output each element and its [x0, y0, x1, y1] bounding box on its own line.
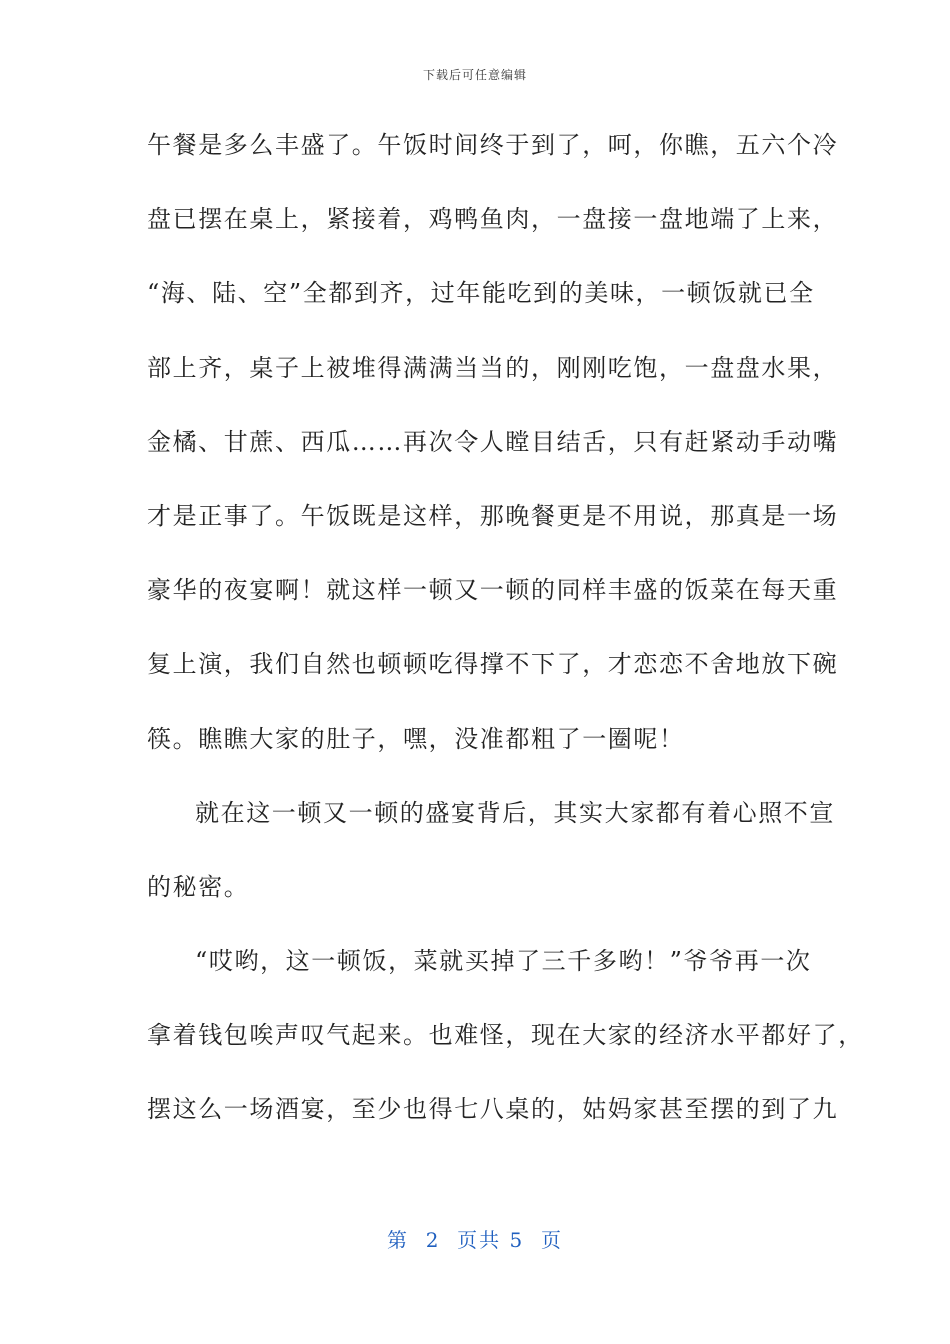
text-line: 部上齐，桌子上被堆得满满当当的，刚刚吃饱，一盘盘水果，	[147, 353, 839, 382]
page-number-footer: 第 2 页共 5 页	[387, 1228, 563, 1252]
text-line: 金橘、甘蔗、西瓜……再次令人瞠目结舌，只有赶紧动手动嘴	[147, 427, 839, 456]
text-line: 才是正事了。午饭既是这样，那晚餐更是不用说，那真是一场	[147, 501, 839, 530]
paragraph-start-line: “哎哟，这一顿饭，菜就买掉了三千多哟！”爷爷再一次	[195, 947, 812, 976]
header-note: 下载后可任意编辑	[422, 68, 527, 82]
text-line: 午餐是多么丰盛了。午饭时间终于到了，呵，你瞧，五六个冷	[147, 131, 839, 159]
text-line: 豪华的夜宴啊！就这样一顿又一顿的同样丰盛的饭菜在每天重	[147, 576, 839, 605]
paragraph-start-line: 就在这一顿又一顿的盛宴背后，其实大家都有着心照不宣	[195, 798, 835, 827]
text-line: 筷。瞧瞧大家的肚子，嘿，没准都粗了一圈呢！	[147, 724, 685, 753]
text-line: 的秘密。	[147, 872, 250, 901]
text-line: 复上演，我们自然也顿顿吃得撑不下了，才恋恋不舍地放下碗	[147, 650, 839, 679]
text-line: 摆这么一场酒宴，至少也得七八桌的，姑妈家甚至摆的到了九	[147, 1095, 839, 1124]
text-line: 拿着钱包唉声叹气起来。也难怪，现在大家的经济水平都好了，	[147, 1021, 864, 1050]
document-body	[147, 119, 864, 1158]
text-line: 盘已摆在桌上，紧接着，鸡鸭鱼肉，一盘接一盘地端了上来，	[147, 205, 839, 234]
text-line: “海、陆、空”全都到齐，过年能吃到的美味，一顿饭就已全	[147, 279, 815, 308]
